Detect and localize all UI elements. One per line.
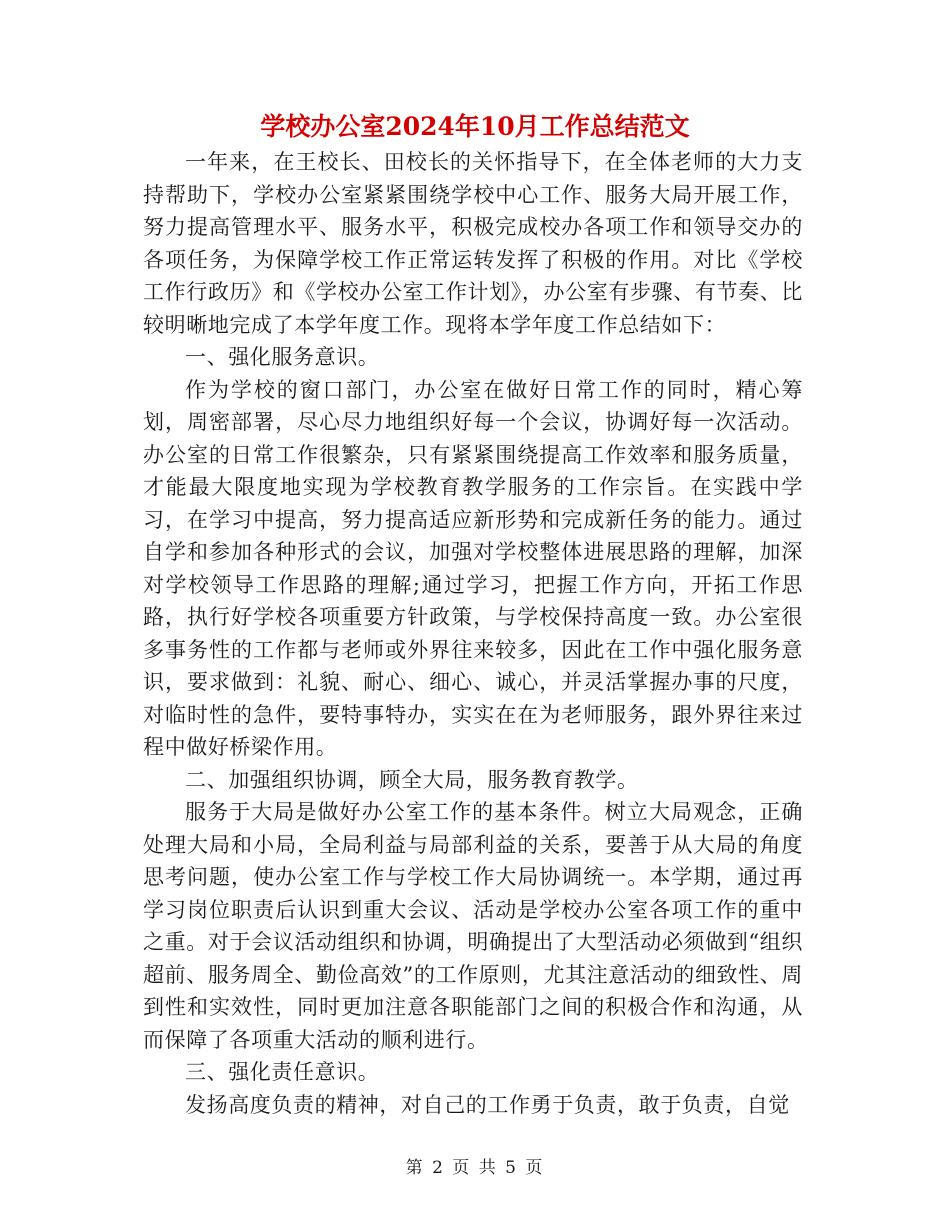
document-body <box>143 146 803 1121</box>
page-number-footer: 第 2 页 共 5 页 <box>405 1158 545 1178</box>
paragraph-section-1: 作为学校的窗口部门，办公室在做好日常工作的同时，精心筹划，周密部署，尽心尽力地组织好每一个会议，协调好每一次活动。办公室的日常工作很繁杂，只有紧紧围绕提高工作效率和服务质量，才能最大限度地实现为学校教育教学服务的工作宗旨。在实践中学习，在学习中提高，努力提高适应新形势和完成新任务的能力。通过自学和参加各种形式的会议，加强对学校整体进展思路的理解，加深对学校领导工作思路的理解;通过学习，把握工作方向，开拓工作思路，执行好学校各项重要方针政策，与学校保持高度一致。办公室很多事务性的工作都与老师或外界往来较多，因此在工作中强化服务意识，要求做到：礼貌、耐心、细心、诚心，并灵活掌握办事的尺度，对临时性的急件，要特事特办，实实在在为老师服务，跟外界往来过程中做好桥梁作用。 <box>143 377 803 759</box>
section-heading-2: 二、加强组织协调，顾全大局，服务教育教学。 <box>185 767 639 792</box>
section-heading-3: 三、强化责任意识。 <box>185 1060 380 1084</box>
paragraph-section-3: 发扬高度负责的精神，对自己的工作勇于负责，敢于负责，自觉 <box>185 1092 790 1117</box>
paragraph-section-2: 服务于大局是做好办公室工作的基本条件。树立大局观念，正确处理大局和小局，全局利益与局部利益的关系，要善于从大局的角度思考问题，使办公室工作与学校工作大局协调统一。本学期，通过再学习岗位职责后认识到重大会议、活动是学校办公室各项工作的重中之重。对于会议活动组织和协调，明确提出了大型活动必须做到“组织超前、服务周全、勤俭高效”的工作原则，尤其注意活动的细致性、周到性和实效性，同时更加注意各职能部门之间的积极合作和沟通，从而保障了各项重大活动的顺利进行。 <box>143 800 803 1052</box>
document-title: 学校办公室2024年10月工作总结范文 <box>260 112 690 141</box>
section-heading-1: 一、强化服务意识。 <box>185 345 380 369</box>
paragraph-intro: 一年来，在王校长、田校长的关怀指导下，在全体老师的大力支持帮助下，学校办公室紧紧围绕学校中心工作、服务大局开展工作，努力提高管理水平、服务水平，积极完成校办各项工作和领导交办的各项任务，为保障学校工作正常运转发挥了积极的作用。对比《学校工作行政历》和《学校办公室工作计划》，办公室有步骤、有节奏、比较明晰地完成了本学年度工作。现将本学年度工作总结如下： <box>143 150 803 337</box>
